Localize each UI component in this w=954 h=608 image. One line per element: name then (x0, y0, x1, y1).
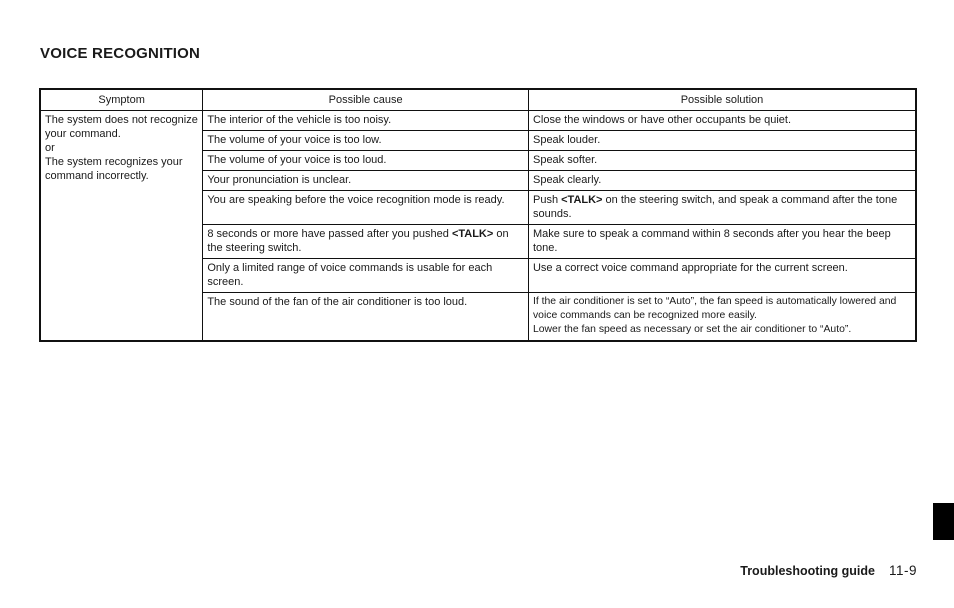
table-row (40, 111, 916, 131)
symptom-line: command incorrectly. (45, 170, 149, 182)
symptom-line: The system does not recognize (45, 114, 198, 126)
solution-cell: Make sure to speak a command within 8 seconds after you hear the beep tone. (528, 225, 916, 259)
symptom-line: The system recognizes your (45, 156, 183, 168)
cause-cell: The volume of your voice is too low. (203, 131, 529, 151)
cause-cell (203, 225, 529, 259)
solution-line: If the air conditioner is set to “Auto”, the fan speed is automatically lowered and voice commands can be recognized more easily. (532, 296, 897, 321)
solution-cell: Speak softer. (528, 151, 916, 171)
header-symptom: Symptom (40, 89, 203, 111)
troubleshooting-table (39, 88, 917, 342)
talk-key-label: <TALK> (561, 194, 603, 206)
solution-cell: Use a correct voice command appropriate for the current screen. (528, 259, 916, 293)
header-possible-solution: Possible solution (528, 89, 916, 111)
solution-cell (528, 293, 916, 342)
solution-line: Lower the fan speed as necessary or set the air conditioner to “Auto”. (532, 324, 852, 335)
cause-text: on the steering switch. (207, 228, 509, 254)
section-title: VOICE RECOGNITION (40, 45, 201, 62)
solution-text: Push (532, 194, 562, 206)
solution-text: on the steering switch, and speak a command after the tone sounds. (532, 194, 898, 220)
solution-cell: Close the windows or have other occupants be quiet. (528, 111, 916, 131)
solution-cell (528, 191, 916, 225)
cause-text: 8 seconds or more have passed after you pushed (207, 228, 452, 240)
header-possible-cause: Possible cause (203, 89, 529, 111)
table-header-row (40, 89, 916, 111)
symptom-cell (40, 111, 203, 342)
page-number: 11-9 (888, 563, 917, 578)
solution-cell: Speak clearly. (528, 171, 916, 191)
chapter-tab-marker (933, 503, 954, 540)
cause-cell: Your pronunciation is unclear. (203, 171, 529, 191)
cause-cell: The interior of the vehicle is too noisy. (203, 111, 529, 131)
cause-cell: You are speaking before the voice recognition mode is ready. (203, 191, 529, 225)
symptom-line: or (45, 142, 55, 154)
solution-cell: Speak louder. (528, 131, 916, 151)
cause-cell: Only a limited range of voice commands is usable for each screen. (203, 259, 529, 293)
footer-section-label: Troubleshooting guide (740, 564, 875, 578)
symptom-line: your command. (45, 128, 121, 140)
page-footer (740, 563, 917, 578)
talk-key-label: <TALK> (451, 228, 494, 240)
cause-cell: The volume of your voice is too loud. (203, 151, 529, 171)
cause-cell: The sound of the fan of the air conditioner is too loud. (203, 293, 529, 342)
